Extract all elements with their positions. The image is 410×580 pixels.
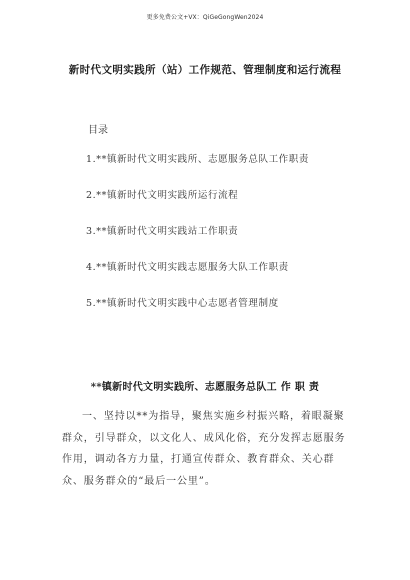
toc-item[interactable]: 4.**镇新时代文明实践志愿服务大队工作职责 [86,262,289,273]
toc-heading: 目录 [88,125,108,136]
toc-item[interactable]: 5.**镇新时代文明实践中心志愿者管理制度 [86,298,279,309]
document-title: 新时代文明实践所（站）工作规范、管理制度和运行流程 [68,64,342,76]
toc-item[interactable]: 1.**镇新时代文明实践所、志愿服务总队工作职责 [86,154,309,165]
body-paragraph: 一、坚持以**为指导，聚焦实施乡村振兴略，着眼凝聚群众，引导群众，以文化人、成风化俗，充分发挥志愿服务作用，调动各方力量，打通宣传群众、教育群众、关心群众、服务群众的“最后一公里”。 [62,411,346,487]
toc-item[interactable]: 2.**镇新时代文明实践所运行流程 [86,190,239,201]
header-note: 更多免费公文+VX：QiGeGongWen2024 [146,14,264,21]
table-of-contents [86,150,309,330]
toc-item[interactable]: 3.**镇新时代文明实践站工作职责 [86,226,239,237]
section-title: **镇新时代文明实践所、志愿服务总队工 作 职 责 [90,382,320,393]
